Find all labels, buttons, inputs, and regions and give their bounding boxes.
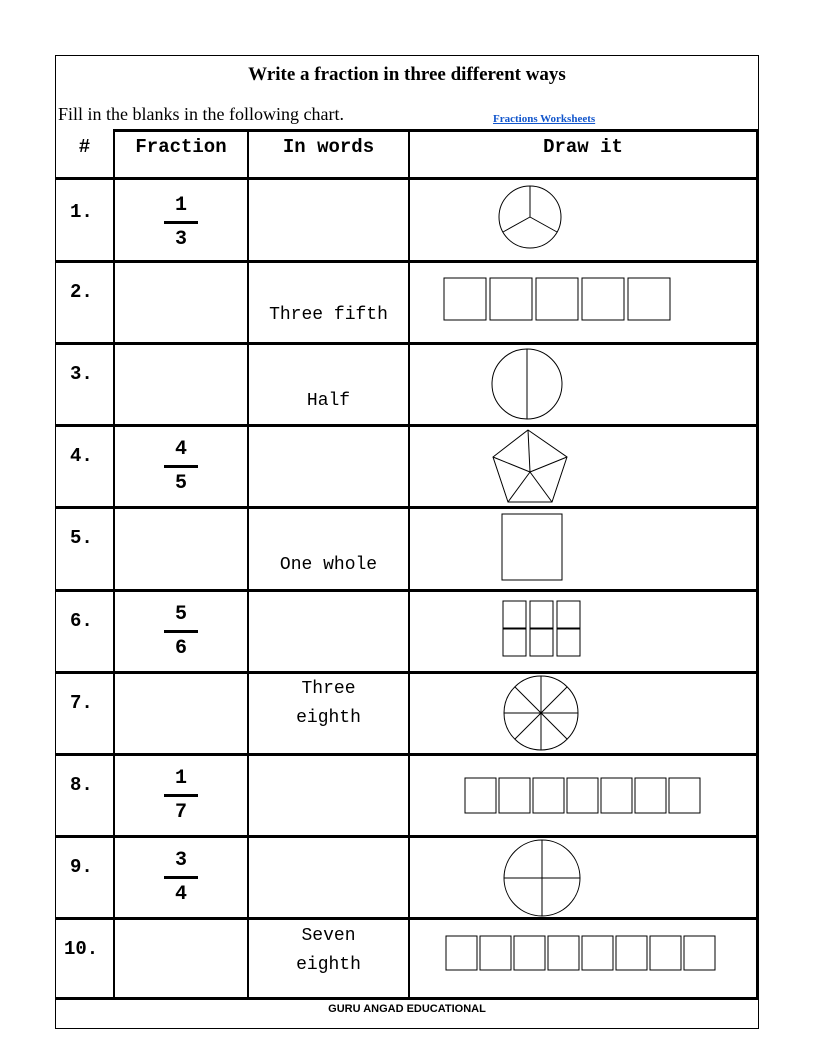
header-words: In words <box>282 136 375 158</box>
fraction-cell <box>114 437 248 496</box>
fraction-cell <box>114 848 248 907</box>
row-number: 10. <box>64 938 99 960</box>
column-rule <box>756 129 759 999</box>
fraction-bar <box>164 794 198 797</box>
fraction-denominator: 4 <box>174 883 187 906</box>
fraction-cell <box>114 766 248 825</box>
fraction-bar <box>164 221 198 224</box>
five-squares-icon <box>443 277 673 322</box>
row-number: 4. <box>70 445 93 467</box>
row-number: 8. <box>70 774 93 796</box>
table-top-rule <box>114 129 759 132</box>
fraction-denominator: 7 <box>174 801 187 824</box>
row-number: 3. <box>70 363 93 385</box>
header-number: # <box>78 136 91 158</box>
fraction-numerator: 4 <box>174 438 187 461</box>
words-line: Seven <box>301 926 356 946</box>
words-cell <box>248 675 409 733</box>
fraction-denominator: 6 <box>174 637 187 660</box>
worksheet <box>55 55 759 1029</box>
fraction-table <box>56 56 760 1030</box>
words-line: eighth <box>296 955 361 975</box>
header-fraction: Fraction <box>135 136 227 158</box>
row-number: 9. <box>70 856 93 878</box>
row-number: 2. <box>70 281 93 303</box>
footer-publisher: GURU ANGAD EDUCATIONAL <box>328 1003 486 1015</box>
instructions: Fill in the blanks in the following chart. <box>58 104 344 124</box>
fractions-worksheets-link[interactable]: Fractions Worksheets <box>493 113 596 125</box>
seven-squares-icon <box>464 777 706 817</box>
fraction-numerator: 5 <box>174 603 187 626</box>
fraction-denominator: 3 <box>174 228 187 251</box>
words-cell: Half <box>306 391 351 411</box>
row-number: 6. <box>70 610 93 632</box>
worksheet-title: Write a fraction in three different ways <box>248 64 566 85</box>
words-cell: Three fifth <box>269 305 388 325</box>
words-line: Three <box>301 679 356 699</box>
row-number: 7. <box>70 692 93 714</box>
single-square-icon <box>501 513 565 583</box>
pentagon-fifths-icon <box>490 428 570 504</box>
fraction-numerator: 1 <box>174 767 187 790</box>
row-number: 5. <box>70 527 93 549</box>
words-cell: One whole <box>279 555 378 575</box>
eight-squares-icon <box>445 935 723 973</box>
fraction-bar <box>164 876 198 879</box>
header-draw: Draw it <box>543 136 623 158</box>
fraction-denominator: 5 <box>174 472 187 495</box>
six-rectangles-icon <box>502 600 584 658</box>
fraction-numerator: 1 <box>174 194 187 217</box>
fraction-cell <box>114 193 248 252</box>
fraction-bar <box>164 630 198 633</box>
circle-eighths-icon <box>502 674 580 752</box>
fraction-cell <box>114 602 248 661</box>
fraction-bar <box>164 465 198 468</box>
circle-thirds-icon <box>497 184 563 250</box>
row-number: 1. <box>70 201 93 223</box>
circle-quarters-icon <box>502 838 582 918</box>
words-line: eighth <box>296 708 361 728</box>
words-cell <box>248 922 409 980</box>
fraction-numerator: 3 <box>174 849 187 872</box>
circle-halves-icon <box>490 347 564 421</box>
